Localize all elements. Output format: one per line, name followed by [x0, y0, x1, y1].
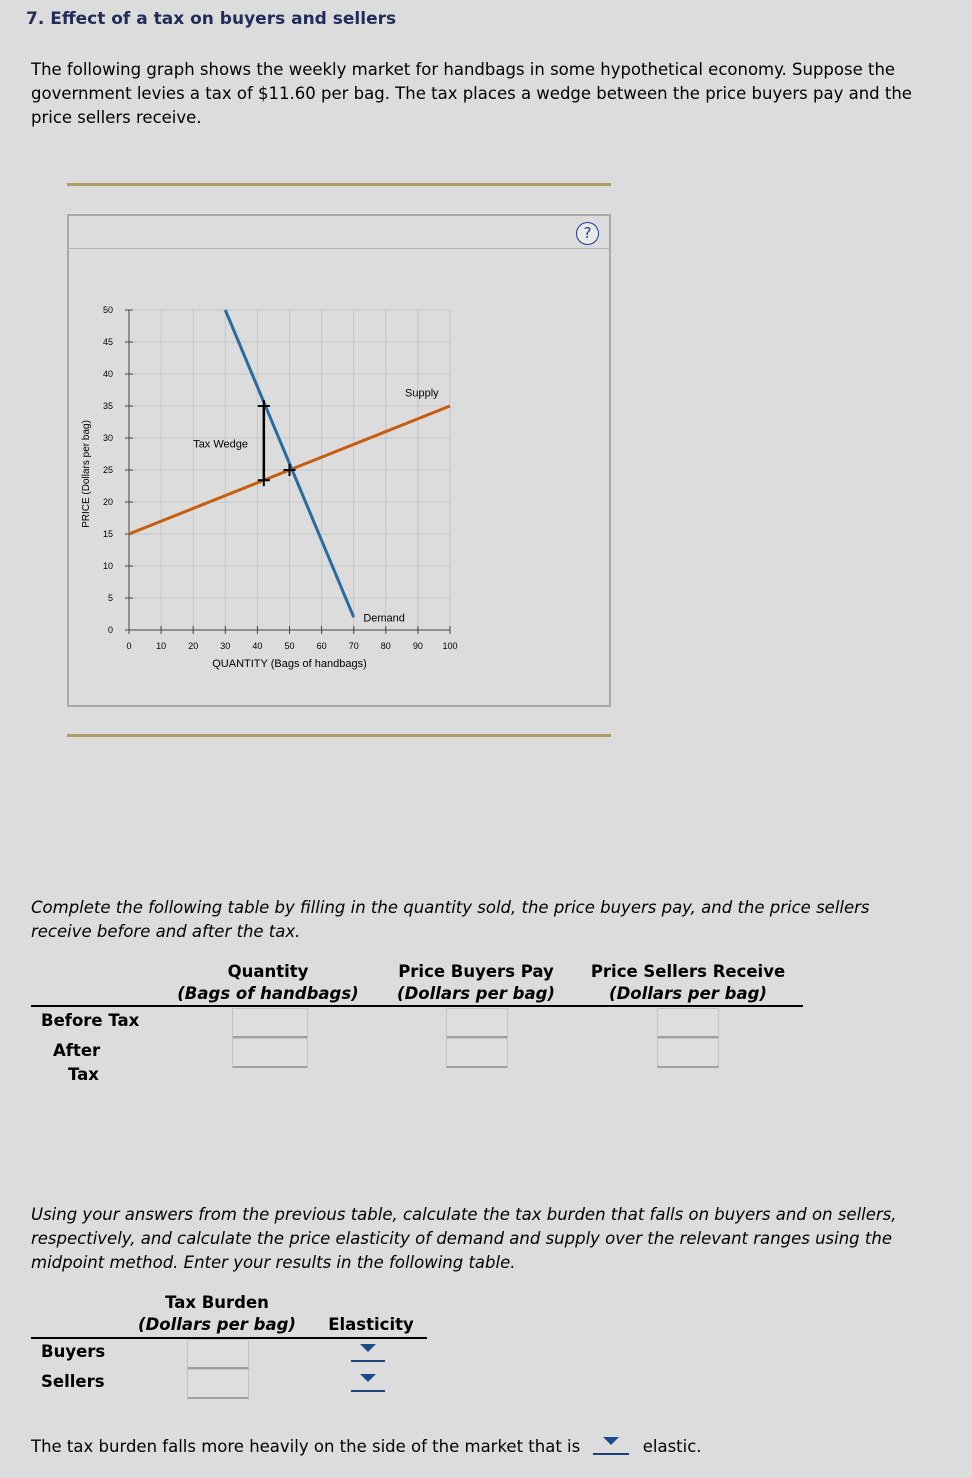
market-chart: [69, 216, 609, 705]
col-header-quantity: [168, 961, 368, 1005]
col-header-tax-burden: [128, 1292, 306, 1336]
table1-header-rule: [31, 1005, 803, 1007]
col-header-quantity-title: Quantity: [227, 962, 309, 981]
question-heading: 7. Effect of a tax on buyers and sellers: [26, 9, 397, 29]
row-label-sellers: Sellers: [41, 1372, 105, 1391]
x-tick-label: 20: [188, 641, 199, 651]
col-header-buyers-price-unit: (Dollars per bag): [397, 984, 555, 1003]
x-tick-label: 30: [220, 641, 231, 651]
row-label-after-tax-2: Tax: [68, 1065, 99, 1084]
row-label-buyers: Buyers: [41, 1342, 106, 1361]
col-header-elasticity: Elasticity: [328, 1315, 414, 1334]
before-tax-sellers-price-input[interactable]: [657, 1008, 719, 1038]
chart-ticks: [103, 305, 458, 651]
x-tick-label: 50: [284, 641, 295, 651]
after-tax-buyers-price-input[interactable]: [446, 1038, 508, 1068]
y-tick-label: 45: [102, 337, 113, 347]
buyers-elasticity-dropdown[interactable]: [351, 1340, 385, 1362]
x-axis-label: QUANTITY (Bags of handbags): [212, 658, 367, 670]
col-header-buyers-price: [386, 961, 566, 1005]
y-tick-label: 30: [102, 433, 113, 443]
sellers-elasticity-dropdown[interactable]: [351, 1370, 385, 1392]
x-tick-label: 70: [348, 641, 359, 651]
before-tax-buyers-price-input[interactable]: [446, 1008, 508, 1038]
tax-wedge-label: Tax Wedge: [193, 438, 249, 451]
y-tick-label: 50: [102, 305, 113, 315]
row-label-before-tax: Before Tax: [41, 1011, 140, 1030]
after-tax-quantity-input[interactable]: [232, 1038, 308, 1068]
x-tick-label: 90: [412, 641, 423, 651]
after-tax-sellers-price-input[interactable]: [657, 1038, 719, 1068]
y-tick-label: 20: [102, 497, 113, 507]
graph-panel: [67, 214, 611, 707]
bottom-divider: [67, 734, 611, 737]
chevron-down-icon: [360, 1374, 376, 1382]
col-header-quantity-unit: (Bags of handbags): [177, 984, 359, 1003]
x-tick-label: 10: [156, 641, 167, 651]
top-divider: [67, 183, 611, 186]
col-header-tax-burden-unit: (Dollars per bag): [138, 1315, 296, 1334]
chevron-down-icon: [603, 1437, 619, 1445]
y-tick-label: 10: [102, 561, 113, 571]
col-header-tax-burden-title: Tax Burden: [165, 1293, 269, 1312]
row-label-after-tax-1: After: [53, 1041, 101, 1060]
x-tick-label: 80: [380, 641, 391, 651]
y-tick-label: 40: [102, 369, 113, 379]
y-axis-label: PRICE (Dollars per bag): [81, 420, 92, 528]
table1-prompt: Complete the following table by filling in the quantity sold, the price buyers pay, and the price sellers receive before and after the tax.: [31, 898, 870, 941]
intro-text: The following graph shows the weekly market for handbags in some hypothetical economy. Suppose the government levies a tax of $11.60 per bag. The tax places a wedge between the price buyers pay and the price sellers receive.: [31, 60, 912, 127]
y-tick-label: 0: [107, 625, 113, 635]
market-side-dropdown[interactable]: [593, 1435, 629, 1455]
col-header-sellers-price: [580, 961, 796, 1005]
y-tick-label: 25: [102, 465, 113, 475]
x-tick-label: 0: [126, 641, 132, 651]
before-tax-quantity-input[interactable]: [232, 1008, 308, 1038]
final-sentence: [31, 1435, 702, 1459]
demand-label: Demand: [363, 612, 405, 625]
y-tick-label: 5: [107, 593, 113, 603]
x-tick-label: 40: [252, 641, 263, 651]
col-header-buyers-price-title: Price Buyers Pay: [398, 962, 554, 981]
buyers-tax-burden-input[interactable]: [187, 1339, 249, 1369]
col-header-sellers-price-title: Price Sellers Receive: [590, 962, 786, 981]
final-text-before: The tax burden falls more heavily on the side of the market that is: [31, 1437, 581, 1456]
table2-prompt: Using your answers from the previous table, calculate the tax burden that falls on buyers and on sellers, respectively, and calculate the price elasticity of demand and supply over the relevant ranges using the midpoint method. Enter your results in the following table.: [31, 1205, 897, 1272]
supply-label: Supply: [405, 387, 439, 400]
help-button[interactable]: ?: [576, 222, 599, 245]
x-tick-label: 100: [442, 641, 458, 651]
chevron-down-icon: [360, 1344, 376, 1352]
y-tick-label: 15: [102, 529, 113, 539]
col-header-sellers-price-unit: (Dollars per bag): [609, 984, 767, 1003]
final-text-after: elastic.: [642, 1437, 702, 1456]
x-tick-label: 60: [316, 641, 327, 651]
sellers-tax-burden-input[interactable]: [187, 1369, 249, 1399]
y-tick-label: 35: [102, 401, 113, 411]
